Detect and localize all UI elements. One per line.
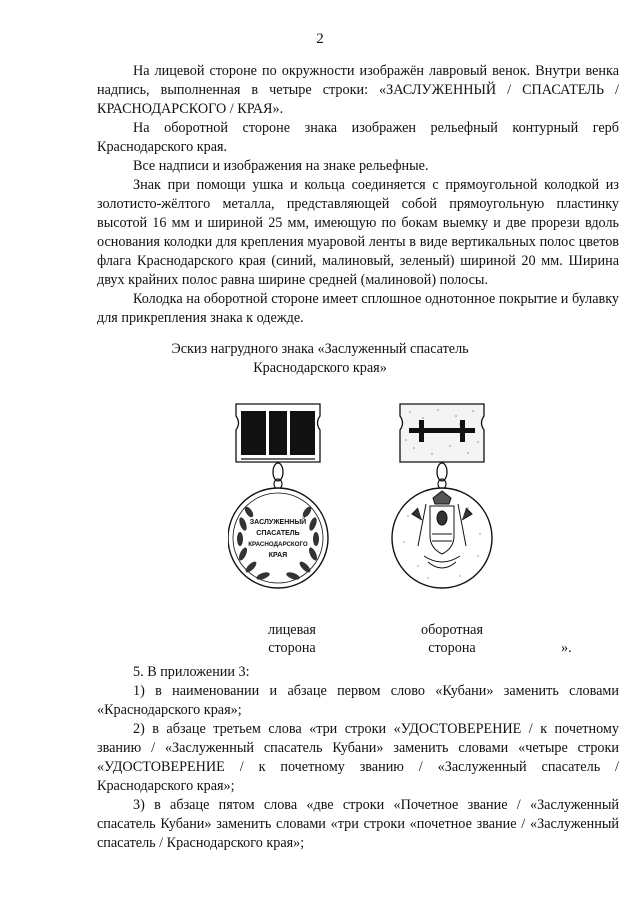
front-ribbon — [241, 411, 315, 455]
front-label — [262, 621, 322, 657]
back-ring — [437, 463, 447, 481]
front-label-line2: сторона — [268, 640, 316, 656]
medal-text-line1: ЗАСЛУЖЕННЫЙ — [249, 519, 307, 526]
amendments-text — [97, 663, 619, 853]
closing-quote: ». — [561, 640, 572, 656]
amendment-item-3: 3) в абзаце пятом слова «две строки «Почетное звание / «Заслуженный спасатель Кубани» заменить словами «три строки «почетное звание / «Заслуженный спасатель / Краснодарского края»; — [97, 797, 619, 851]
front-ribbon-stripe-2 — [287, 411, 290, 455]
back-label-line2: сторона — [428, 640, 476, 656]
medal-front — [228, 404, 328, 588]
paragraph-bar: Знак при помощи ушка и кольца соединяется с прямоугольной колодкой из золотисто-жёлтого металла, представляющей собой прямоугольную пластинку высотой 16 мм и шириной 25 мм, имеющую по бокам выемку и две прорези вдоль основания колодки для крепления муаровой ленты в виде вертикальных полос цветов флага Краснодарского края (синий, малиновый, зеленый) шириной 20 мм. Ширина двух крайних полос равна ширине средней (малиновой) полосы. — [97, 177, 619, 288]
paragraph-obverse: На лицевой стороне по окружности изображён лавровый венок. Внутри венка надпись, выполненная в четыре строки: «ЗАСЛУЖЕННЫЙ / СПАСАТЕЛЬ / КРАСНОДАРСКОГО / КРАЯ». — [97, 63, 619, 117]
page-number: 2 — [316, 31, 324, 47]
front-ring — [273, 463, 283, 481]
figure-caption-line1: Эскиз нагрудного знака «Заслуженный спасатель — [171, 341, 469, 357]
paragraph-reverse: На оборотной стороне знака изображен рельефный контурный герб Краснодарского края. — [97, 120, 619, 155]
back-pin-clasp — [460, 420, 465, 442]
figure-caption — [0, 340, 640, 378]
medal-text-line3: КРАСНОДАРСКОГО — [248, 541, 308, 548]
medal-text-line4: КРАЯ — [268, 552, 288, 559]
figure-caption-line2: Краснодарского края» — [253, 360, 387, 376]
back-label — [412, 621, 492, 657]
amendment-item-2: 2) в абзаце третьем слова «три строки «УДОСТОВЕРЕНИЕ / к почетному званию / «Заслуженный спасатель Кубани» заменить словами «четыре строки «УДОСТОВЕРЕНИЕ / к почетному званию / «Заслуженный спасатель / Краснодарского края»; — [97, 721, 619, 794]
medal-back — [392, 404, 492, 588]
front-ribbon-stripe-1 — [266, 411, 269, 455]
medal-sketch — [228, 396, 518, 626]
amendment-heading: 5. В приложении 3: — [133, 664, 250, 680]
back-label-line1: оборотная — [420, 622, 484, 638]
paragraph-relief: Все надписи и изображения на знаке рельефные. — [133, 158, 429, 174]
front-label-line1: лицевая — [268, 622, 316, 638]
medal-text-line2: СПАСАТЕЛЬ — [256, 530, 300, 537]
medal-sketch-drawing — [228, 396, 518, 626]
back-pin — [409, 428, 475, 433]
paragraph-bar-back: Колодка на оборотной стороне имеет сплошное однотонное покрытие и булавку для прикрепления знака к одежде. — [97, 291, 619, 326]
body-text — [97, 62, 619, 328]
amendment-item-1: 1) в наименовании и абзаце первом слово «Кубани» заменить словами «Краснодарского края»; — [97, 683, 619, 718]
back-pin-hinge — [419, 420, 424, 442]
